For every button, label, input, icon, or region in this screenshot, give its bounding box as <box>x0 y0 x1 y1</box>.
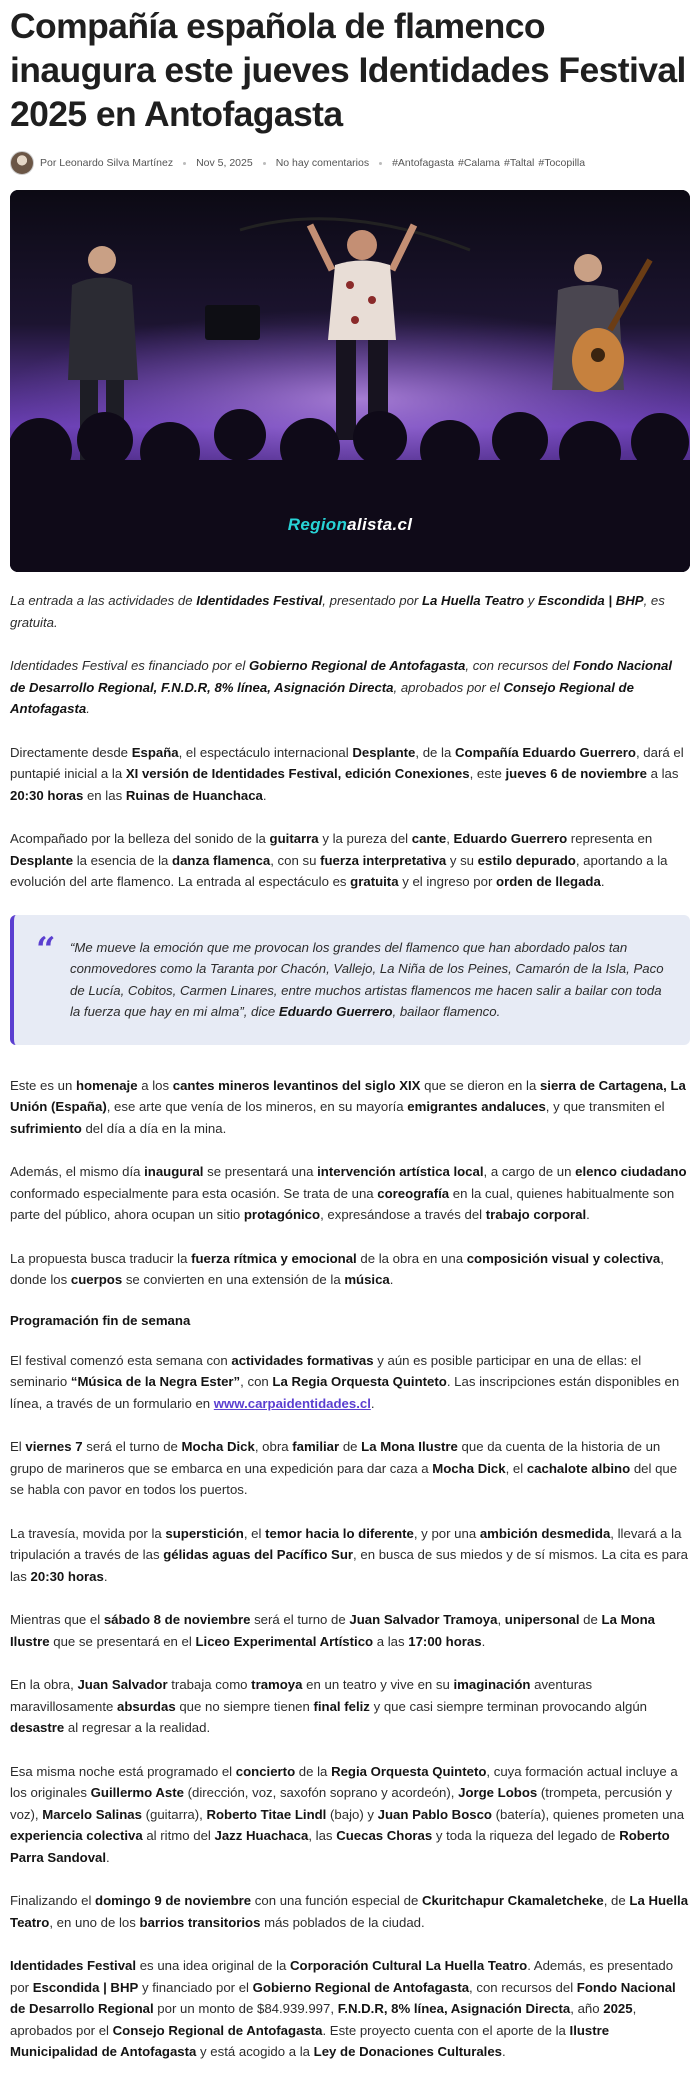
bold-text: orden de llegada <box>496 874 601 889</box>
bold-text: La Regia Orquesta Quinteto <box>272 1374 447 1389</box>
text-run: Además, el mismo día <box>10 1164 145 1179</box>
bold-text: Gobierno Regional de Antofagasta <box>252 1979 470 1995</box>
text-run: , presentado por <box>322 593 422 608</box>
bold-text: Guillermo Aste <box>90 1785 184 1800</box>
text-run: , aportando a la evolución del arte flamenco. La entrada al espectáculo es <box>10 852 668 889</box>
text-run: “Me mueve la emoción que me provocan los grandes del flamenco que han abordado palos tan conmovedores como la Taranta por Chacón, Vallejo, La Niña de los Peines, Camarón de la Isla, Paco de Lucía, Cobitos, Carmen Linares, entre muchos artistas flamencos me hacen salir a bailar con toda la fuerza que hay en mi alma”, dice <box>70 939 664 1019</box>
paragraph <box>10 655 690 720</box>
text-run: al regresar a la realidad. <box>64 1720 211 1735</box>
text-run: , en uno de los <box>49 1914 140 1930</box>
text-run: , dará el puntapié inicial a la <box>10 744 684 781</box>
bold-text: cantes mineros levantinos del siglo XIX <box>172 1077 421 1093</box>
bold-text: La Huella Teatro <box>10 1893 689 1930</box>
text-run: Identidades Festival es financiado por el <box>10 658 249 673</box>
text-run: En la obra, <box>10 1677 78 1692</box>
quote-text <box>70 940 664 1020</box>
author-name[interactable]: Por Leonardo Silva Martínez <box>40 157 174 169</box>
paragraph <box>10 1761 690 1869</box>
bold-text: “Música de la Negra Ester” <box>70 1374 241 1389</box>
bold-text: coreografía <box>377 1185 450 1201</box>
bold-text: Escondida | BHP <box>538 593 644 608</box>
text-run: . <box>370 1395 375 1411</box>
text-run: que se dieron en la <box>420 1077 540 1093</box>
bold-text: gélidas aguas del Pacífico Sur <box>163 1547 354 1562</box>
bold-text: Jazz Huachaca <box>214 1828 309 1843</box>
text-run: , cuya formación actual incluye a los originales <box>10 1763 678 1800</box>
text-run: La propuesta busca traducir la <box>10 1250 192 1266</box>
bold-text: Identidades Festival <box>196 593 323 608</box>
bold-text: Marcelo Salinas <box>42 1806 142 1822</box>
bold-text: Ley de Donaciones Culturales <box>313 2044 502 2059</box>
bold-text: intervención artística local <box>317 1164 484 1179</box>
text-run: . <box>106 1849 110 1865</box>
text-run: , de <box>603 1893 630 1908</box>
text-run: en un teatro y vive en su <box>302 1677 454 1692</box>
bold-text: Consejo Regional de Antofagasta <box>10 679 634 716</box>
text-run: y el ingreso por <box>398 874 497 889</box>
bold-text: Jorge Lobos <box>458 1785 538 1800</box>
separator <box>379 162 382 165</box>
text-run: más poblados de la ciudad. <box>260 1914 425 1930</box>
bold-text: Consejo Regional de Antofagasta <box>112 2022 323 2038</box>
text-run: Acompañado por la belleza del sonido de la <box>10 831 270 846</box>
paragraph <box>10 1674 690 1739</box>
text-run: y <box>524 593 539 608</box>
tag-link[interactable]: #Antofagasta <box>392 157 454 169</box>
bold-text: Desplante <box>352 744 416 760</box>
text-run: en la cual, quienes habitualmente son parte del público, ahora ocupan un sitio <box>10 1185 675 1222</box>
text-run: . <box>103 1568 108 1584</box>
bold-text: temor hacia lo diferente <box>265 1525 414 1541</box>
bold-text: Escondida | BHP <box>32 1979 139 1995</box>
text-run: de <box>579 1612 602 1627</box>
bold-text: sufrimiento <box>10 1120 82 1136</box>
paragraph <box>10 1955 690 2063</box>
bold-text: sábado 8 de noviembre <box>103 1612 251 1627</box>
bold-text: composición visual y colectiva <box>466 1250 661 1266</box>
tag-link[interactable]: #Tocopilla <box>538 157 586 169</box>
bold-text: cante <box>411 831 447 846</box>
text-run: se presentará una <box>203 1164 318 1179</box>
bold-text: Cuecas Choras <box>336 1828 433 1843</box>
text-run: , llevará a la tripulación a través de las <box>10 1525 682 1562</box>
paragraph <box>10 1350 690 1415</box>
text-run: . <box>600 874 605 889</box>
text-run: será el turno de <box>250 1612 350 1627</box>
text-run: , <box>497 1612 505 1627</box>
text-run: El <box>10 1439 26 1454</box>
bold-text: final feliz <box>313 1698 370 1714</box>
text-run: Finalizando el <box>10 1893 96 1908</box>
bold-text: fuerza interpretativa <box>320 852 447 868</box>
text-run: en las <box>83 787 126 803</box>
bold-text: 17:00 horas <box>408 1633 482 1649</box>
text-run: y aún es posible participar en una de ellas: el seminario <box>10 1352 642 1389</box>
text-run: , el espectáculo internacional <box>178 744 353 760</box>
bold-text: F.N.D.R, 8% línea, Asignación Directa <box>337 2001 571 2016</box>
bold-text: Fondo Nacional de Desarrollo Regional <box>10 1979 676 2016</box>
hero-image <box>10 190 690 572</box>
text-run: . <box>86 701 90 716</box>
bold-text: Roberto Parra Sandoval <box>10 1828 670 1865</box>
text-run: , año <box>570 2001 604 2016</box>
text-run: . Este proyecto cuenta con el aporte de la <box>322 2022 570 2038</box>
bold-text: Mocha Dick <box>432 1460 506 1476</box>
text-run: , ese arte que venía de los mineros, en su mayoría <box>106 1099 408 1114</box>
bold-text: La Mona Ilustre <box>361 1439 458 1454</box>
text-run: . <box>586 1207 590 1222</box>
bold-text: fuerza rítmica y emocional <box>191 1250 357 1266</box>
text-run: y financiado por el <box>138 1979 253 1995</box>
text-run: al ritmo del <box>142 1828 215 1843</box>
text-run: Esa misma noche está programado el <box>10 1763 236 1779</box>
text-run: a los <box>137 1077 173 1093</box>
text-run: (trompeta, percusión y voz), <box>10 1785 673 1822</box>
text-run: y está acogido a la <box>196 2044 314 2059</box>
text-run: , aprobados por el <box>393 679 504 695</box>
bold-text: guitarra <box>269 831 319 846</box>
bold-text: Ckuritchapur Ckamaletcheke <box>421 1893 604 1908</box>
text-run: , el <box>505 1460 527 1476</box>
bold-text: superstición <box>165 1525 244 1541</box>
bold-text: Juan Salvador Tramoya <box>349 1612 498 1627</box>
text-run: La entrada a las actividades de <box>10 593 197 608</box>
paragraph <box>10 1248 690 1291</box>
bold-text: Juan Salvador <box>77 1677 168 1692</box>
bold-text: danza flamenca <box>172 852 271 868</box>
text-run: Mientras que el <box>10 1612 104 1627</box>
bold-text: viernes 7 <box>25 1439 83 1454</box>
bold-text: domingo 9 de noviembre <box>95 1893 252 1908</box>
text-run: , y que transmiten el <box>545 1099 665 1114</box>
text-run: la esencia de la <box>73 852 173 868</box>
bold-text: Compañía Eduardo Guerrero <box>454 744 636 760</box>
text-run: , y por una <box>413 1525 480 1541</box>
watermark-logo: Regionalista.cl <box>287 515 413 534</box>
avatar[interactable] <box>10 151 34 175</box>
text-run: con una función especial de <box>251 1893 422 1908</box>
bold-text: absurdas <box>117 1698 176 1714</box>
bold-text: tramoya <box>251 1677 303 1692</box>
bold-text: cuerpos <box>70 1272 123 1287</box>
text-run: por un monto de $84.939.997, <box>153 2001 338 2016</box>
separator <box>183 162 186 165</box>
bold-text: gratuita <box>350 874 399 889</box>
text-run: y que casi siempre terminan provocando algún <box>369 1698 647 1714</box>
bold-text: La Mona Ilustre <box>10 1612 655 1649</box>
text-run: y su <box>446 852 478 868</box>
text-run: , es gratuita. <box>10 593 665 630</box>
text-run: , aprobados por el <box>10 2001 637 2038</box>
paragraph <box>10 828 690 893</box>
text-run: , el <box>243 1525 266 1541</box>
text-run: , con <box>240 1374 273 1389</box>
bold-text: Ruinas de Huanchaca <box>125 787 263 803</box>
article-title: Compañía española de flamenco inaugura este jueves Identidades Festival 2025 en Antofagasta <box>10 6 686 134</box>
bold-text: Eduardo Guerrero <box>453 831 568 846</box>
bold-text: música <box>344 1272 390 1287</box>
tag-link[interactable]: #Taltal <box>504 157 535 169</box>
text-run: . Además, es presentado por <box>10 1958 674 1995</box>
text-run: a las <box>646 766 679 781</box>
bold-text: Eduardo Guerrero <box>278 1004 393 1019</box>
bold-text: jueves 6 de noviembre <box>505 766 647 781</box>
text-run: Este es un <box>10 1077 76 1093</box>
text-run: y toda la riqueza del legado de <box>432 1828 620 1843</box>
bold-text: 20:30 horas <box>30 1568 104 1584</box>
text-run: , bailaor flamenco. <box>392 1004 501 1019</box>
bold-text: elenco ciudadano <box>575 1164 687 1179</box>
bold-text: inaugural <box>144 1164 204 1179</box>
bold-text: experiencia colectiva <box>10 1828 143 1843</box>
paragraph <box>10 1523 690 1588</box>
text-run: Directamente desde <box>10 744 132 760</box>
bold-text: emigrantes andaluces <box>407 1099 546 1114</box>
text-run: del que se habla con pavor en todos los puertos. <box>10 1460 678 1497</box>
text-run: del día a día en la mina. <box>81 1120 227 1136</box>
text-run: de <box>339 1439 362 1454</box>
bold-text: barrios transitorios <box>139 1914 261 1930</box>
bold-text: imaginación <box>453 1677 531 1692</box>
bold-text: ambición desmedida <box>479 1525 611 1541</box>
text-run: , a cargo de un <box>483 1164 576 1179</box>
text-run: que da cuenta de la historia de un grupo de marineros que se embarca en una expedición para dar caza a <box>10 1439 661 1476</box>
text-run: . Las inscripciones están disponibles en línea, a través de un formulario en <box>10 1374 680 1411</box>
bold-text: España <box>131 744 179 760</box>
quote-icon: “ <box>36 929 56 970</box>
article-meta <box>10 148 690 178</box>
text-run: , donde los <box>10 1250 664 1287</box>
bold-text: 2025 <box>603 2001 633 2016</box>
bold-text: Juan Pablo Bosco <box>377 1806 492 1822</box>
text-run: , con recursos del <box>469 1979 577 1995</box>
external-link[interactable]: www.carpaidentidades.cl <box>213 1395 371 1411</box>
bold-text: 20:30 horas <box>10 787 84 803</box>
section-subtitle: Programación fin de semana <box>10 1312 191 1328</box>
text-run: , con recursos del <box>465 658 574 673</box>
text-run: representa en <box>567 831 653 846</box>
text-run: , obra <box>254 1439 293 1454</box>
paragraph <box>10 1075 690 1140</box>
bold-text: cachalote albino <box>526 1460 631 1476</box>
text-run: de la obra en una <box>356 1250 467 1266</box>
bold-text: concierto <box>235 1763 296 1779</box>
bold-text: unipersonal <box>504 1612 580 1627</box>
text-run: , expresándose a través del <box>320 1207 486 1222</box>
text-run: de la <box>295 1763 332 1779</box>
separator <box>263 162 266 165</box>
paragraph <box>10 742 690 807</box>
text-run: y la pureza del <box>318 831 412 846</box>
bold-text: familiar <box>292 1439 340 1454</box>
bold-text: La Huella Teatro <box>422 593 525 608</box>
bold-text: Desplante <box>10 852 74 868</box>
bold-text: homenaje <box>75 1077 138 1093</box>
paragraph <box>10 1890 690 1933</box>
text-run: La travesía, movida por la <box>10 1525 166 1541</box>
text-run: se convierten en una extensión de la <box>122 1272 345 1287</box>
text-run: a las <box>373 1633 409 1649</box>
bold-text: XI versión de Identidades Festival, edición Conexiones <box>125 766 470 781</box>
text-run: trabaja como <box>167 1677 252 1692</box>
bold-text: trabajo corporal <box>485 1207 587 1222</box>
bold-text: Gobierno Regional de Antofagasta <box>249 658 466 673</box>
text-run: (bajo) y <box>326 1806 378 1822</box>
text-run: , este <box>469 766 506 781</box>
bold-text: estilo depurado <box>477 852 576 868</box>
text-run: . <box>262 787 267 803</box>
text-run: . <box>389 1272 394 1287</box>
bold-text: Mocha Dick <box>181 1439 255 1454</box>
text-run: que no siempre tienen <box>175 1698 314 1714</box>
bold-text: desastre <box>10 1720 65 1735</box>
text-run: conformado especialmente para esta ocasión. Se trata de una <box>10 1185 378 1201</box>
bold-text: protagónico <box>243 1207 321 1222</box>
text-run: es una idea original de la <box>136 1958 291 1973</box>
text-run: será el turno de <box>82 1439 182 1454</box>
article <box>0 4 700 2063</box>
bold-text: Regia Orquesta Quinteto <box>331 1763 487 1779</box>
bold-text: Identidades Festival <box>10 1958 137 1973</box>
bold-text: Liceo Experimental Artístico <box>195 1633 374 1649</box>
comments-count[interactable]: No hay comentarios <box>275 157 370 169</box>
text-run: , con su <box>270 852 321 868</box>
text-run: (dirección, voz, saxofón soprano y acordeón), <box>183 1785 459 1800</box>
bold-text: Ilustre Municipalidad de Antofagasta <box>10 2022 610 2059</box>
text-run: , las <box>308 1828 337 1843</box>
text-run: . <box>502 2044 506 2059</box>
bold-text: Roberto Titae Lindl <box>206 1806 327 1822</box>
paragraph <box>10 1161 690 1226</box>
bold-text: Corporación Cultural La Huella Teatro <box>290 1958 528 1973</box>
publish-date: Nov 5, 2025 <box>196 157 253 169</box>
paragraph <box>10 1609 690 1652</box>
text-run: , <box>446 831 454 846</box>
bold-text: sierra de Cartagena, La Unión (España) <box>10 1077 686 1114</box>
bold-text: Fondo Nacional de Desarrollo Regional, F.N.D.R, 8% línea, Asignación Directa <box>10 658 673 695</box>
text-run: que se presentará en el <box>49 1633 196 1649</box>
blockquote <box>10 915 690 1045</box>
paragraph <box>10 590 690 633</box>
text-run: . <box>481 1633 486 1649</box>
text-run: aventuras maravillosamente <box>10 1677 593 1714</box>
text-run: (batería), quienes prometen una <box>492 1806 685 1822</box>
text-run: , de la <box>415 744 455 760</box>
tag-link[interactable]: #Calama <box>457 157 501 169</box>
bold-text: actividades formativas <box>231 1352 374 1368</box>
text-run: El festival comenzó esta semana con <box>10 1352 232 1368</box>
text-run: (guitarra), <box>141 1806 207 1822</box>
paragraph <box>10 1436 690 1501</box>
text-run: , en busca de sus miedos y de sí mismos. La cita es para las <box>10 1547 689 1584</box>
